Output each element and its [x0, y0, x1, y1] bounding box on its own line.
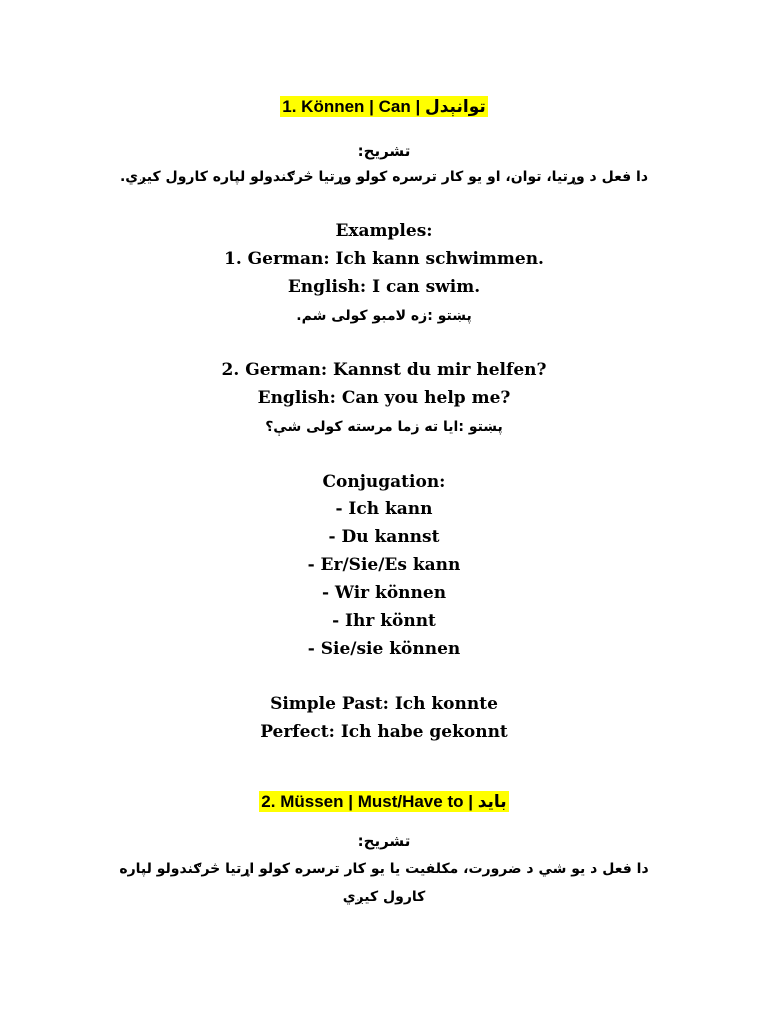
examples-label: Examples: [335, 221, 433, 241]
example-1-pashto: پښتو :زه لامبو کولی شم. [296, 308, 472, 324]
simple-past-line: Simple Past: Ich konnte [270, 694, 498, 714]
conjugation-item: - Wir können [321, 583, 447, 603]
section-2-heading-text: 2. Müssen | Must/Have to | باید [261, 792, 507, 811]
example-1-english: English: I can swim. [287, 277, 481, 297]
conjugation-item: - Du kannst [328, 527, 440, 547]
conjugation-item: - Ich kann [335, 499, 433, 519]
conjugation-item: - Ihr könnt [332, 611, 436, 631]
section-1-explanation-label: تشریح: [357, 142, 411, 160]
section-2-heading [0, 791, 768, 813]
section-1-heading [0, 96, 768, 118]
section-2-explanation-line-1: دا فعل د یو شي د ضرورت، مکلفیت یا یو کار ترسره کولو اړتیا څرګندولو لپاره [119, 861, 649, 877]
perfect-line: Perfect: Ich habe gekonnt [260, 722, 508, 742]
conjugation-item: - Er/Sie/Es kann [307, 555, 461, 575]
conjugation-label: Conjugation: [322, 472, 446, 492]
section-2-explanation-label: تشریح: [357, 832, 411, 850]
example-2-english: English: Can you help me? [257, 388, 511, 408]
section-2-explanation-line-2: کارول کیږي [342, 889, 426, 905]
example-2-german: 2. German: Kannst du mir helfen? [221, 360, 547, 380]
section-1-explanation-text: دا فعل د وړتیا، توان، او یو کار ترسره کولو وړتیا څرګندولو لپاره کارول کیږي. [119, 169, 649, 185]
example-1-german: 1. German: Ich kann schwimmen. [224, 249, 544, 269]
conjugation-item: - Sie/sie können [307, 639, 461, 659]
section-1-heading-text: 1. Können | Can | توانېدل [282, 97, 486, 116]
example-2-pashto: پښتو :ایا ته زما مرسته کولی شې؟ [265, 419, 503, 435]
